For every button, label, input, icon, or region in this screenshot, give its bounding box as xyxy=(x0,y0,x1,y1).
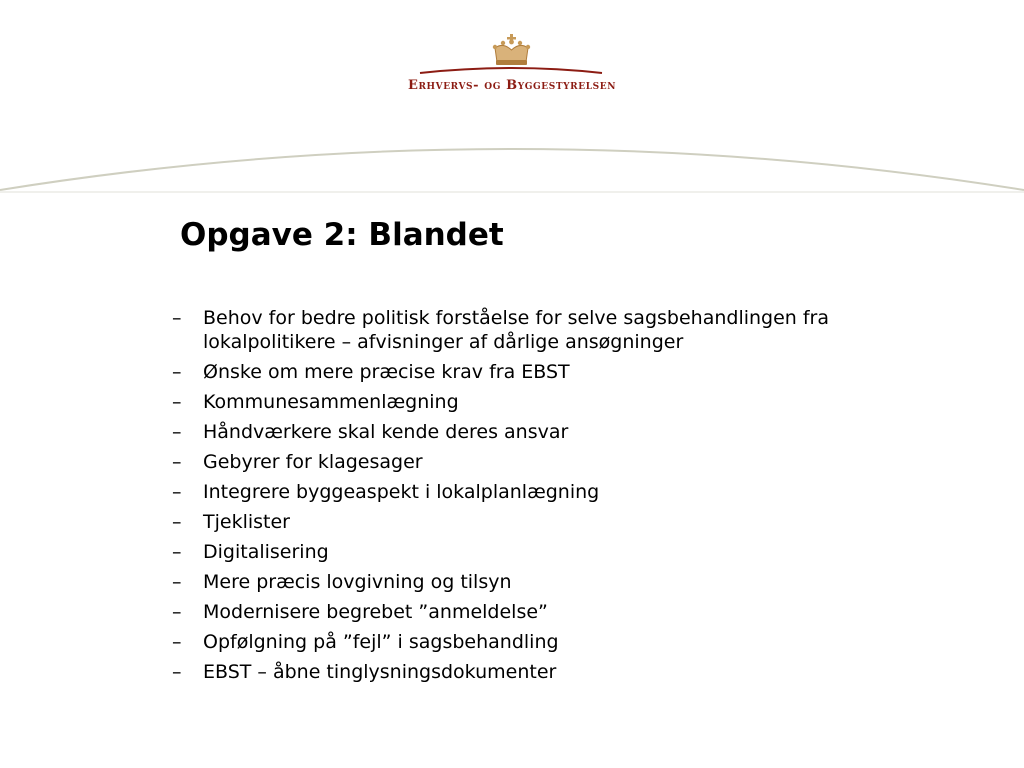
list-item xyxy=(172,630,932,654)
bullet-marker: – xyxy=(172,307,182,329)
bullet-marker: – xyxy=(172,571,182,593)
bullet-text: Digitalisering xyxy=(203,541,329,563)
list-item xyxy=(172,540,932,564)
bullet-marker: – xyxy=(172,391,182,413)
list-item xyxy=(172,420,932,444)
list-item xyxy=(172,360,932,384)
crown-icon xyxy=(493,34,530,65)
logo xyxy=(0,30,1024,102)
bullet-text: Behov for bedre politisk forståelse for selve sagsbehandlingen fra lokalpolitikere – afvisninger af dårlige ansøgninger xyxy=(203,307,830,353)
bullet-text: Håndværkere skal kende deres ansvar xyxy=(203,421,569,443)
list-item xyxy=(172,510,932,534)
bullet-marker: – xyxy=(172,601,182,623)
bullet-text: Kommunesammenlægning xyxy=(203,391,459,413)
slide-title: Opgave 2: Blandet xyxy=(180,217,504,253)
list-item xyxy=(172,570,932,594)
bullet-text: Ønske om mere præcise krav fra EBST xyxy=(203,361,570,383)
list-item xyxy=(172,450,932,474)
list-item xyxy=(172,480,932,504)
bullet-text: Gebyrer for klagesager xyxy=(203,451,423,473)
bullet-marker: – xyxy=(172,511,182,533)
bullet-text: Mere præcis lovgivning og tilsyn xyxy=(203,571,512,593)
bullet-list xyxy=(172,306,932,690)
list-item xyxy=(172,390,932,414)
bullet-text: Integrere byggeaspekt i lokalplanlægning xyxy=(203,481,600,503)
list-item xyxy=(172,600,932,624)
bullet-marker: – xyxy=(172,541,182,563)
logo-swoosh xyxy=(420,68,602,73)
bullet-text: Modernisere begrebet ”anmeldelse” xyxy=(203,601,548,623)
bullet-marker: – xyxy=(172,361,182,383)
bullet-marker: – xyxy=(172,661,182,683)
bullet-marker: – xyxy=(172,481,182,503)
bullet-text: Tjeklister xyxy=(203,511,290,533)
bullet-text: EBST – åbne tinglysningsdokumenter xyxy=(203,661,557,683)
bullet-marker: – xyxy=(172,631,182,653)
list-item xyxy=(172,660,932,684)
bullet-marker: – xyxy=(172,451,182,473)
bullet-text: Opfølgning på ”fejl” i sagsbehandling xyxy=(203,631,559,653)
header-arc xyxy=(0,138,1024,196)
list-item xyxy=(172,306,932,354)
org-name: Erhvervs- og Byggestyrelsen xyxy=(407,78,617,93)
bullet-marker: – xyxy=(172,421,182,443)
